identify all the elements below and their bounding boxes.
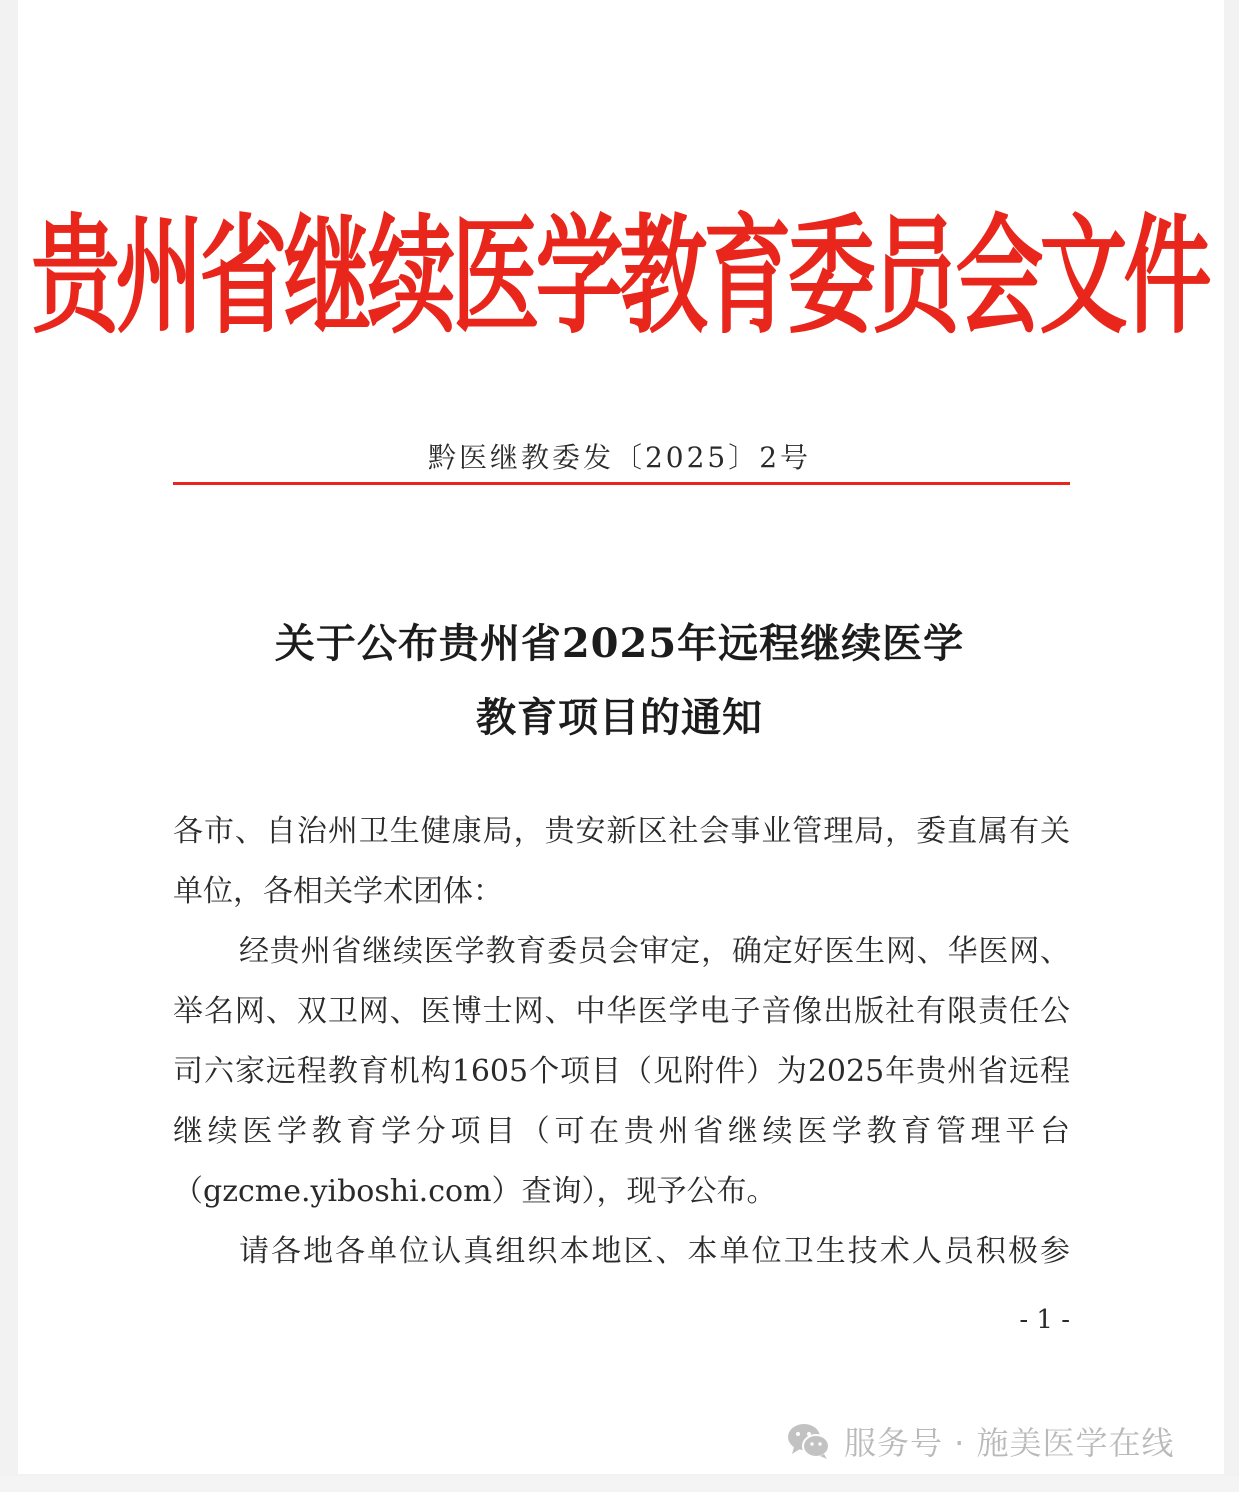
body-line-3: 经贵州省继续医学教育委员会审定，确定好医生网、华医网、 [239, 934, 1070, 969]
body-line-1: 各市、自治州卫生健康局，贵安新区社会事业管理局，委直属有关 [173, 814, 1070, 849]
bottom-strip [0, 1476, 1239, 1492]
page-number: - 1 - [1019, 1305, 1070, 1335]
wechat-icon [786, 1421, 832, 1461]
document-masthead: 贵州省继续医学教育委员会文件 [31, 201, 1208, 351]
notice-title-line-1: 关于公布贵州省2025年远程继续医学 [274, 620, 965, 667]
watermark [786, 1418, 1175, 1464]
body-line-4: 举名网、双卫网、医博士网、中华医学电子音像出版社有限责任公 [173, 994, 1070, 1029]
watermark-text: 服务号 · 施美医学在线 [844, 1424, 1175, 1462]
body-line-6: 继续医学教育学分项目（可在贵州省继续医学教育管理平台 [173, 1114, 1070, 1149]
body-line-5: 司六家远程教育机构1605个项目（见附件）为2025年贵州省远程 [173, 1054, 1070, 1089]
body-line-2: 单位，各相关学术团体： [173, 874, 503, 909]
red-divider [173, 482, 1070, 485]
body-line-8: 请各地各单位认真组织本地区、本单位卫生技术人员积极参 [239, 1234, 1070, 1269]
body-line-7: （gzcme.yiboshi.com）查询），现予公布。 [173, 1174, 777, 1209]
notice-title-line-2: 教育项目的通知 [476, 694, 763, 741]
document-number: 黔医继教委发〔2025〕2号 [427, 441, 812, 474]
